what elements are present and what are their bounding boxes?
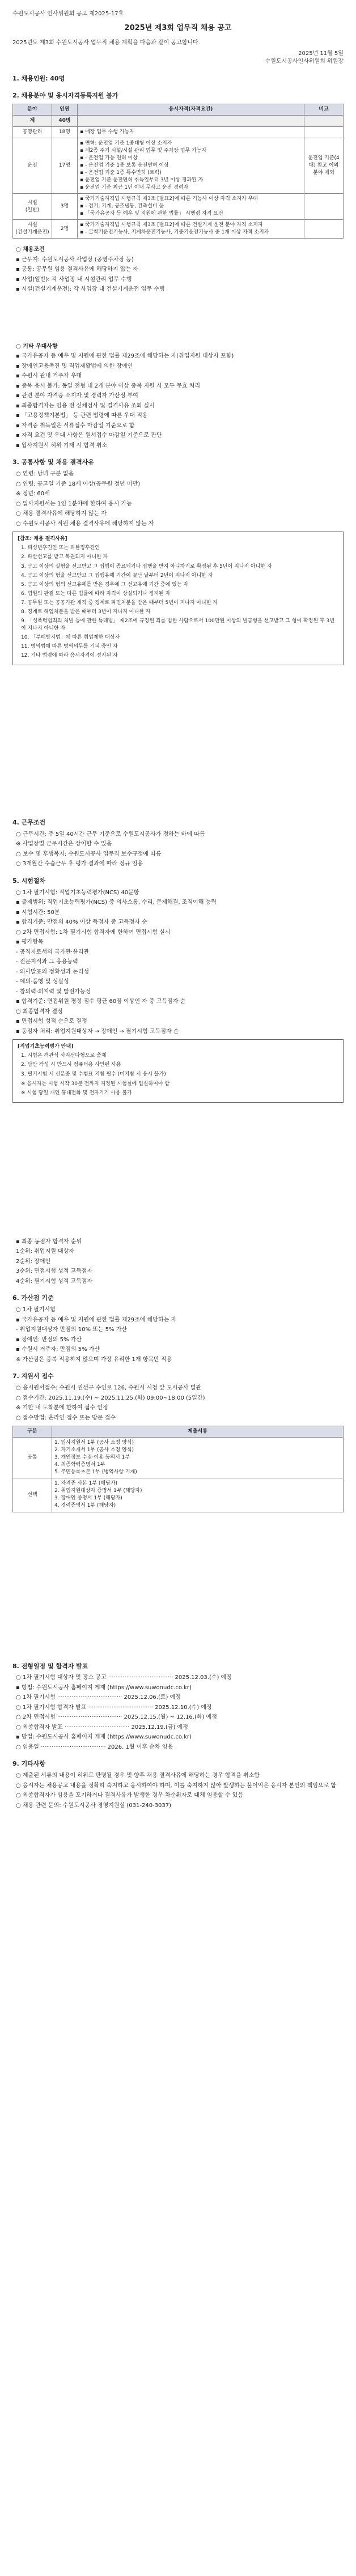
table-row [13, 138, 344, 193]
preference-item: ▪ 자격 요건 및 우대 사항은 원서접수 마감일 기준으로 판단 [16, 432, 162, 439]
section-work-conditions: 4. 근무조건 [12, 819, 46, 827]
section-exam-procedure: 5. 시험절차 [12, 877, 46, 885]
col-qualification: 응시자격(자격요건) [78, 104, 304, 115]
application-item: ○ 접수방법: 온라인 접수 또는 방문 접수 [16, 1414, 116, 1421]
preference-item: ▪ 「고용정책기본법」 등 관련 법령에 따른 우대 적용 [16, 413, 148, 419]
exam-item: - 예의·품행 및 성실성 [16, 979, 69, 985]
exam-item: ▪ 출제범위: 직업기초능력평가(NCS) 중 의사소통, 수리, 문제해결, 조직이해 능력 [16, 899, 217, 906]
common-item: ※ 정년: 60세 [16, 491, 50, 498]
qualification-item: ▪ 운전업 기준 최근 1년 이내 무사고 운전 경력자 [80, 185, 189, 191]
exam-item: ○ 1차 필기시험: 직업기초능력평가(NCS) 40문항 [16, 889, 139, 896]
etc-item: ○ 채용 관련 문의: 수원도시공사 경영지원실 (031-240-3037) [16, 1802, 172, 1809]
disqualification-item: 5. 금고 이상의 형의 선고유예를 받은 경우에 그 선고유예 기간 중에 있는 자 [21, 581, 189, 588]
doc-list-cell [52, 1438, 344, 1478]
exam-item: ▪ 면접시험 성적 순으로 결정 [16, 1018, 87, 1025]
section-common: 3. 공통사항 및 채용 결격사유 [12, 458, 95, 466]
section-etc: 9. 기타사항 [12, 1760, 46, 1768]
conditions-head: ○ 채용조건 [16, 246, 45, 253]
work-condition-item: ※ 사업장별 근무시간은 상이할 수 있음 [16, 841, 112, 848]
common-item: ○ 채용 결격사유에 해당하지 않는 자 [16, 511, 107, 517]
section-recruit-count: 1. 채용인원: 40명 [12, 74, 65, 82]
exam-item: ▪ 평가항목 [16, 939, 44, 946]
exam-info-box [12, 1039, 344, 1102]
condition-item: ▪ 사업(일반): 각 사업장 내 시설관리 업무 수행 [16, 276, 132, 283]
schedule-item: ○ 2차 면접시험 ···································· 2025.12.15.(월) ~ 12.16.(화) 예정 [16, 1714, 217, 1721]
announcement-ref: 수원도시공사 인사위원회 공고 제2025-17호 [12, 11, 124, 17]
condition-item: ▪ 근무지: 수원도시공사 사업장 (공영주차장 등) [16, 256, 134, 263]
exam-item: - 의사발표의 정확성과 논리성 [16, 968, 90, 975]
disqualification-item: 1. 피성년후견인 또는 피한정후견인 [21, 545, 100, 551]
preference-head: ○ 기타 우대사항 [16, 343, 58, 350]
disqualification-item: 12. 기타 법령에 따라 응시자격이 정지된 자 [21, 652, 118, 658]
preference-item: ▪ 장애인고용촉진 및 직업재활법에 의한 장애인 [16, 363, 133, 369]
schedule-item: ○ 최종합격자 발표 ···································· 2025.12.19.(금) 예정 [16, 1724, 188, 1731]
disqualification-title: [참조: 채용 결격사유] [18, 536, 67, 542]
col-field: 분야 [13, 104, 52, 115]
qualification-cell [78, 138, 304, 193]
table-row [13, 220, 344, 239]
qualification-item: ▪ 「국가유공자 등 예우 및 지원에 관한 법률」 시행령 자격 요건 [80, 211, 223, 217]
schedule-item: ○ 임용일 ···································· 2026. 1월 이후 순차 임용 [16, 1744, 173, 1750]
preference-item: ▪ 입사지원서 허위 기재 시 합격 취소 [16, 442, 108, 449]
qualification-item: ▪ 국가기술자격법 시행규칙 제3조 [별표2]에 따른 기능사 이상 자격 소지자 우대 [80, 196, 258, 202]
note-cell [304, 220, 344, 239]
preference-item: ▪ 자격증 취득일은 서류접수 마감일 기준으로 함 [16, 422, 135, 429]
col-note: 비고 [304, 104, 344, 115]
common-item: ○ 연령: 남녀 구분 없음 [16, 471, 74, 478]
work-condition-item: ○ 보수 및 후생복지: 수원도시공사 업무직 보수규정에 따름 [16, 851, 162, 857]
qualification-cell [78, 126, 304, 138]
exam-item: ○ 2차 면접시험: 1차 필기시험 합격자에 한하여 면접시험 실시 [16, 929, 171, 936]
disqualification-item: 4. 금고 이상의 형을 선고받고 그 집행유예 기간이 끝난 날부터 2년이 지나지 아니한 자 [21, 572, 213, 579]
exam-info-item: 3. 필기시험 시 신분증 및 수험표 지참 필수 (미지참 시 응시 불가) [21, 1071, 166, 1077]
documents-table [12, 1426, 344, 1512]
common-item: ○ 연령: 공고일 기준 18세 이상(공무원 정년 미만) [16, 481, 141, 487]
doc-item: 2. 취업지원대상자 증명서 1부 (해당자) [54, 1488, 142, 1494]
condition-item: ▪ 시설(건설기계운전): 각 사업장 내 건설기계운전 업무 수행 [16, 286, 165, 293]
qualification-item: ▪ - 운전업 기준 1종 특수면허 (트럭) [80, 170, 162, 176]
table-row [13, 1438, 344, 1478]
table-row [13, 194, 344, 220]
qualification-item: ▪ 국가기술자격법 시행규칙 제3조 [별표2]에 따른 건설기계 운전 분야 자격 소지자 [80, 222, 263, 228]
disqualification-item: 11. 병역법에 따른 병역의무를 기피 중인 자 [21, 643, 118, 649]
doc-item: 1. 자격증 사본 1부 (해당자) [54, 1481, 118, 1487]
total-label: 계 [13, 115, 52, 126]
exam-item: ▪ 합격기준: 면접위원 평정 점수 평균 60점 이상인 자 중 고득점자 순 [16, 998, 186, 1005]
doc-item: 2. 자기소개서 1부 (공사 소정 양식) [54, 1447, 134, 1453]
doc-list-cell [52, 1478, 344, 1512]
application-item: ○ 접수기간: 2025.11.19.(수) ~ 2025.11.25.(화) 09:00~18:00 (5일간) [16, 1395, 205, 1401]
qualification-item: ▪ - 운전업 기준 1종 보통 운전면허 이상 [80, 163, 169, 168]
section-recruit-fields: 2. 채용분야 및 응시자격등록지원 불가 [12, 91, 118, 99]
announcement-issuer: 수원도시공사인사위원회 위원장 [265, 58, 344, 65]
exam-info-title: [직업기초능력평가 안내] [18, 1044, 74, 1050]
work-condition-item: ○ 3개월간 수습근무 후 평가 결과에 따라 정규 임용 [16, 861, 143, 868]
bonus-item: ▪ 수원시 거주자: 만점의 5% 가산 [16, 1346, 100, 1353]
doc-item: 1. 입사지원서 1부 (공사 소정 양식) [54, 1440, 134, 1446]
tiebreak-item: 3순위: 면접시험 성적 고득점자 [16, 1268, 93, 1275]
qualification-item: ▪ 면허: 운전업 기준 1종대형 이상 소지자 [80, 140, 172, 146]
qualification-item: ▪ 운전업 기준 운전면허 취득일부터 3년 이상 경과된 자 [80, 177, 204, 184]
etc-item: ○ 제출된 서류의 내용이 허위로 판명될 경우 및 향후 채용 결격사유에 해당하는 경우 합격을 취소함 [16, 1772, 260, 1779]
note-cell [304, 126, 344, 138]
preference-item: ▪ 관련 분야 자격증 소지자 및 경력자 가산점 부여 [16, 393, 138, 399]
doc-item: 3. 개인정보 수집·이용 동의서 1부 [54, 1455, 130, 1461]
doc-kind-cell: 선택 [13, 1478, 52, 1512]
preference-item: ▪ 최종합격자는 임용 전 신체검사 및 결격사유 조회 실시 [16, 402, 155, 409]
qualification-cell [78, 194, 304, 220]
condition-item: ▪ 공통: 공무원 임용 결격사유에 해당하지 않는 자 [16, 266, 138, 273]
exam-item: - 공직자로서의 국가관·윤리관 [16, 949, 90, 955]
exam-info-item: 2. 답안 작성 시 반드시 컴퓨터용 사인펜 사용 [21, 1062, 121, 1068]
etc-item: ○ 최종합격자가 임용을 포기하거나 결격사유가 발생한 경우 차순위자로 대체 임용할 수 있음 [16, 1792, 244, 1799]
bonus-item: ※ 가산점은 중복 적용하지 않으며 가장 유리한 1개 항목만 적용 [16, 1356, 172, 1363]
exam-item: ▪ 합격기준: 만점의 40% 이상 득점자 중 고득점자 순 [16, 919, 147, 926]
application-item: ※ 기한 내 도착분에 한하여 접수 인정 [16, 1405, 108, 1412]
disqualification-item: 7. 공무원 또는 공공기관 재직 중 징계로 파면처분을 받은 때부터 5년이 지나지 아니한 자 [21, 600, 218, 606]
table-row [13, 126, 344, 138]
common-item: ○ 수원도시공사 직원 채용 결격사유에 해당하지 않는 자 [16, 520, 154, 527]
bonus-item: ▪ 국가유공자 등 예우 및 지원에 관한 법률 제29조에 해당하는 자 [16, 1316, 177, 1323]
bonus-item: ○ 1차 필기시험 [16, 1307, 56, 1313]
field-cell: 시설 (건설기계운전) [13, 220, 52, 239]
disqualification-item: 8. 징계로 해임처분을 받은 때부터 3년이 지나지 아니한 자 [21, 609, 151, 615]
exam-item: ▪ 동점자 처리: 취업지원대상자 → 장애인 → 필기시험 고득점자 순 [16, 1028, 179, 1035]
exam-item: ▪ 시험시간: 50분 [16, 909, 60, 916]
section-application: 7. 지원서 접수 [12, 1372, 54, 1380]
field-cell: 공영관리 [13, 126, 52, 138]
bonus-item: ▪ 장애인: 만점의 5% 가산 [16, 1336, 82, 1343]
table-row [13, 1478, 344, 1512]
schedule-item: ▪ 방법: 수원도시공사 홈페이지 게재 (https://www.suwonudc.co.kr) [16, 1734, 192, 1741]
exam-notice-item: ※ 시험 당일 개인 휴대전화 및 전자기기 사용 불가 [21, 1090, 132, 1096]
doc-item: 4. 경력증명서 1부 (해당자) [54, 1503, 116, 1509]
schedule-item: ○ 1차 필기시험 대상자 및 장소 공고 ···································· 2025.12.03.(수) 예정 [16, 1674, 232, 1681]
count-cell: 17명 [52, 138, 78, 193]
field-cell: 시설 (일반) [13, 194, 52, 220]
tiebreak-item: 4순위: 필기시험 성적 고득점자 [16, 1278, 93, 1285]
work-condition-item: ○ 근무시간: 주 5일 40시간 근무 기준으로 수원도시공사가 정하는 바에 따름 [16, 831, 205, 838]
exam-info-item: 1. 시험은 객관식 사지선다형으로 출제 [21, 1053, 107, 1059]
note-cell [304, 194, 344, 220]
etc-item: ○ 응시자는 채용공고 내용을 정확히 숙지하고 응시하여야 하며, 이를 숙지하지 않아 발생하는 불이익은 응시자 본인의 책임으로 함 [16, 1782, 337, 1789]
disqualification-item: 2. 파산선고를 받고 복권되지 아니한 자 [21, 554, 108, 560]
page-title: 2025년 제3회 업무직 채용 공고 [124, 23, 232, 32]
col-kind: 구분 [13, 1426, 52, 1438]
tiebreak-item: 2순위: 장애인 [16, 1258, 51, 1265]
tiebreak-item: 1순위: 취업지원 대상자 [16, 1248, 75, 1255]
note-cell: 운전업 기준(4대) 참고 이외 분야 제외 [304, 138, 344, 193]
common-item: ○ 입사지원서는 1인 1분야에 한하여 응시 가능 [16, 500, 132, 507]
preference-item: ▪ 수원시 관내 거주자 우대 [16, 373, 82, 380]
exam-item: ○ 최종합격자 결정 [16, 1008, 63, 1015]
disqualification-box [12, 532, 344, 665]
total-count: 40명 [52, 115, 78, 126]
disqualification-item: 3. 금고 이상의 실형을 선고받고 그 집행이 종료되거나 집행을 받지 아니하기로 확정된 후 5년이 지나지 아니한 자 [21, 563, 272, 569]
recruit-table [12, 104, 344, 239]
section-schedule: 8. 전형일정 및 합격자 발표 [12, 1662, 88, 1670]
section-bonus: 6. 가산점 기준 [12, 1294, 54, 1302]
schedule-item: ○ 1차 필기시험 ···································· 2025.12.06.(토) 예정 [16, 1694, 181, 1701]
bonus-item: - 취업지원대상자 만점의 10% 또는 5% 가산 [16, 1327, 128, 1333]
disqualification-item: 10. 「부패방지법」에 따른 취업제한 대상자 [21, 634, 120, 640]
qualification-item: ▪ - 운전업 가능 면허 이상 [80, 155, 138, 161]
qualification-cell [78, 220, 304, 239]
field-cell: 운전 [13, 138, 52, 193]
count-cell: 18명 [52, 126, 78, 138]
qualification-item: ▪ - 전기, 기계, 공조냉동, 건축설비 등 [80, 203, 164, 210]
preference-item: ▪ 국가유공자 등 예우 및 지원에 관한 법률 제29조에 해당하는 자(취업지원 대상자 포함) [16, 353, 234, 360]
exam-item: - 전문지식과 그 응용능력 [16, 959, 78, 966]
application-item: ○ 응시원서접수: 수원시 권선구 수인로 126, 수원시 시청 앞 도시공사 별관 [16, 1385, 201, 1392]
disqualification-item: 6. 법원의 판결 또는 다른 법률에 따라 자격이 상실되거나 정지된 자 [21, 590, 171, 597]
exam-item: - 창의력·의지력 및 발전가능성 [16, 988, 91, 995]
tiebreak-item: ▪ 최종 동점자 합격자 순위 [16, 1238, 82, 1245]
col-count: 인원 [52, 104, 78, 115]
lead-text: 2025년도 제3회 수원도시공사 업무직 채용 계획을 다음과 같이 공고합니다. [12, 40, 200, 46]
doc-item: 5. 주민등록초본 1부 (병역사항 기재) [54, 1469, 137, 1476]
disqualification-item: 9. 「성폭력범죄의 처벌 등에 관한 특례법」 제2조에 규정된 죄를 범한 사람으로서 100만원 이상의 벌금형을 선고받고 그 형이 확정된 후 3년이 지나지 아니한 자 [21, 618, 334, 631]
preference-item: ▪ 중복 응시 불가: 동일 전형 내 2개 분야 이상 중복 지원 시 모두 무효 처리 [16, 382, 201, 389]
doc-item: 4. 최종학력증명서 1부 [54, 1462, 105, 1468]
schedule-item: ▪ 방법: 수원도시공사 홈페이지 게재 (https://www.suwonudc.co.kr) [16, 1684, 192, 1691]
exam-notice-item: ※ 응시자는 시험 시작 30분 전까지 지정된 시험실에 입실하여야 함 [21, 1081, 170, 1087]
qualification-item: ▪ 매장 업무 수행 가능자 [80, 129, 134, 135]
doc-kind-cell: 공통 [13, 1438, 52, 1478]
schedule-item: ○ 1차 필기시험 합격자 발표 ···································· 2025.12.10.(수) 예정 [16, 1704, 212, 1711]
count-cell: 2명 [52, 220, 78, 239]
qualification-item: ▪ - 굴착기운전기능사, 지게차운전기능사, 기중기운전기능사 중 1개 이상 자격 소지자 [80, 229, 269, 236]
qualification-item: ▪ 제2종 주거 시설/시설 관리 업무 및 주차장 업무 가능자 [80, 147, 207, 154]
announcement-date: 2025년 11월 5일 [298, 50, 344, 57]
doc-item: 3. 장애인 증명서 1부 (해당자) [54, 1495, 122, 1502]
count-cell: 3명 [52, 194, 78, 220]
col-docs: 제출서류 [52, 1426, 344, 1438]
